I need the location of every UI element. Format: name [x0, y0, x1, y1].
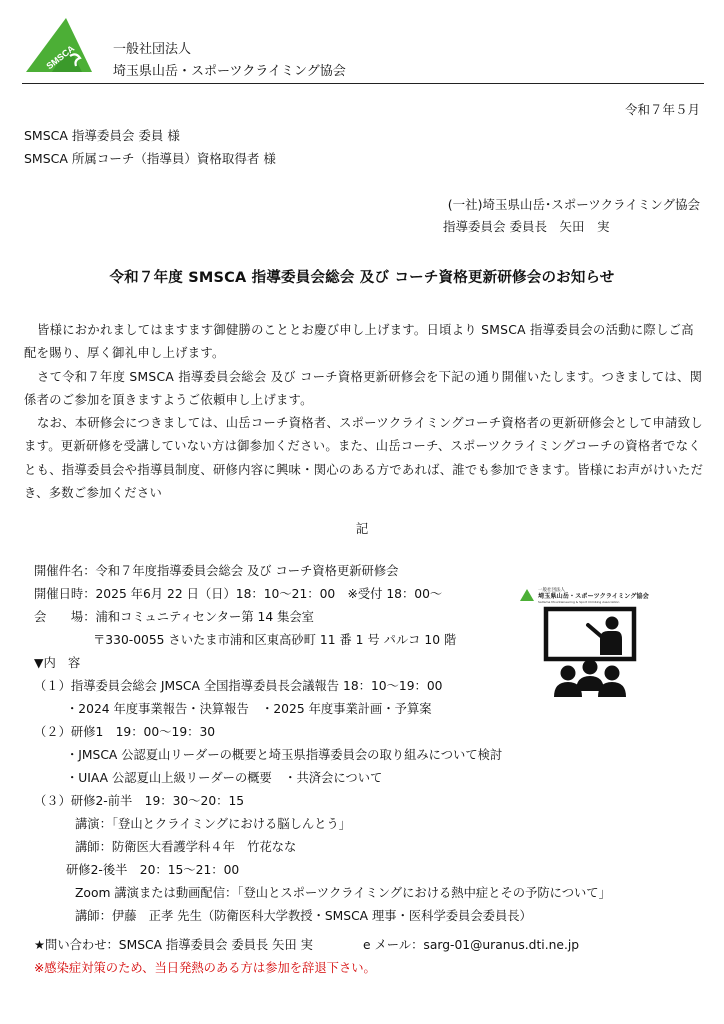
content-item-3: （３）研修2-前半 19：30～20：15 [34, 794, 245, 808]
logo-text: SMSCA [44, 43, 77, 72]
mini-logo-icon [520, 589, 534, 601]
presentation-audience-icon [546, 609, 634, 697]
org-name: 埼玉県山岳・スポーツクライミング協会 [113, 64, 346, 79]
presentation-illustration [516, 585, 656, 705]
content-heading: ▼内 容 [34, 656, 81, 670]
org-type: 一般社団法人 [113, 42, 192, 57]
event-name: 開催件名：令和７年度指導委員会総会 及び コーチ資格更新研修会 [34, 564, 399, 578]
contact-email[interactable]: e メール：sarg-01@uranus.dti.ne.jp [363, 938, 580, 952]
body-text [24, 319, 704, 505]
paragraph-details: なお、本研修会につきましては、山岳コーチ資格者、スポーツクライミングコーチ資格者の更新研修会として申請致します。更新研修を受講していない方は御参加ください。また、山岳コーチ、スポーツクライミングコーチの資格者でなくとも、指導委員会や指導員制度、研修内容に興味・関心のある方であれば、誰でも参加できます。皆様にお声がけいただき、多数ご参加ください [24, 416, 704, 501]
content-item-2-sub-1: ・JMSCA 公認夏山リーダーの概要と埼玉県指導委員会の取り組みについて検討 [66, 748, 503, 762]
illus-caption-1: 一般社団法人 [538, 588, 565, 593]
recipient-1: SMSCA 指導委員会 委員 様 [24, 128, 180, 143]
contact-label: ★問い合わせ：SMSCA 指導委員会 委員長 矢田 実 [34, 938, 313, 952]
ki-heading: 記 [355, 521, 369, 536]
event-venue: 会 場：浦和コミュニティセンター第 14 集会室 [34, 610, 314, 624]
header-divider [22, 83, 704, 84]
content-item-3b: 研修2-後半 20：15～21：00 [66, 863, 240, 877]
paragraph-announcement: さて令和７年度 SMSCA 指導委員会総会 及び コーチ資格更新研修会を下記の通り開催いたします。つきましては、関係者のご参加を頂きますようご依頼申し上げます。 [24, 369, 703, 407]
illus-caption-2: 埼玉県山岳・スポーツクライミング協会 [538, 593, 649, 600]
smsca-logo [22, 16, 94, 74]
paragraph-greeting: 皆様におかれましてはますます御健勝のこととお慶び申し上げます。日頃より SMSCA 指導委員会の活動に際しご高配を賜り、厚く御礼申し上げます。 [24, 323, 694, 361]
sender-name: 指導委員会 委員長 矢田 実 [443, 219, 610, 234]
event-date: 開催日時：2025 年6月 22 日（日）18：10～21：00 ※受付 18：00～ [34, 587, 443, 601]
content-item-3b-zoom: Zoom 講演または動画配信：「登山とスポーツクライミングにおける熱中症とその予防について」 [75, 886, 611, 900]
content-item-3-lecturer: 講師：防衛医大看護学科４年 竹花なな [75, 840, 297, 854]
content-item-1: （１）指導委員会総会 JMSCA 全国指導委員長会議報告 18：10～19：00 [34, 679, 443, 693]
sender-org: (一社)埼玉県山岳･スポーツクライミング協会 [447, 197, 700, 212]
illus-caption-3: Saitama Mountaineering & Sport Climbing Association [538, 600, 620, 604]
event-address: 〒330-0055 さいたま市浦和区東高砂町 11 番 1 号 パルコ 10 階 [93, 633, 457, 647]
content-item-3-lecture: 講演：「登山とクライミングにおける脳しんとう」 [75, 817, 352, 831]
content-item-2: （２）研修1 19：00～19：30 [34, 725, 216, 739]
content-item-2-sub-2: ・UIAA 公認夏山上級リーダーの概要 ・共済会について [66, 771, 383, 785]
document-title: 令和７年度 SMSCA 指導委員会総会 及び コーチ資格更新研修会のお知らせ [109, 270, 615, 286]
content-item-1-sub: ・2024 年度事業報告・決算報告 ・2025 年度事業計画・予算案 [66, 702, 432, 716]
recipient-2: SMSCA 所属コーチ（指導員）資格取得者 様 [24, 151, 276, 166]
issue-date: 令和７年５月 [624, 102, 700, 117]
content-item-3b-lecturer: 講師：伊藤 正孝 先生（防衛医科大学教授・SMSCA 理事・医科学委員会委員長） [75, 909, 532, 923]
health-notice: ※感染症対策のため、当日発熱のある方は参加を辞退下さい。 [34, 961, 376, 975]
